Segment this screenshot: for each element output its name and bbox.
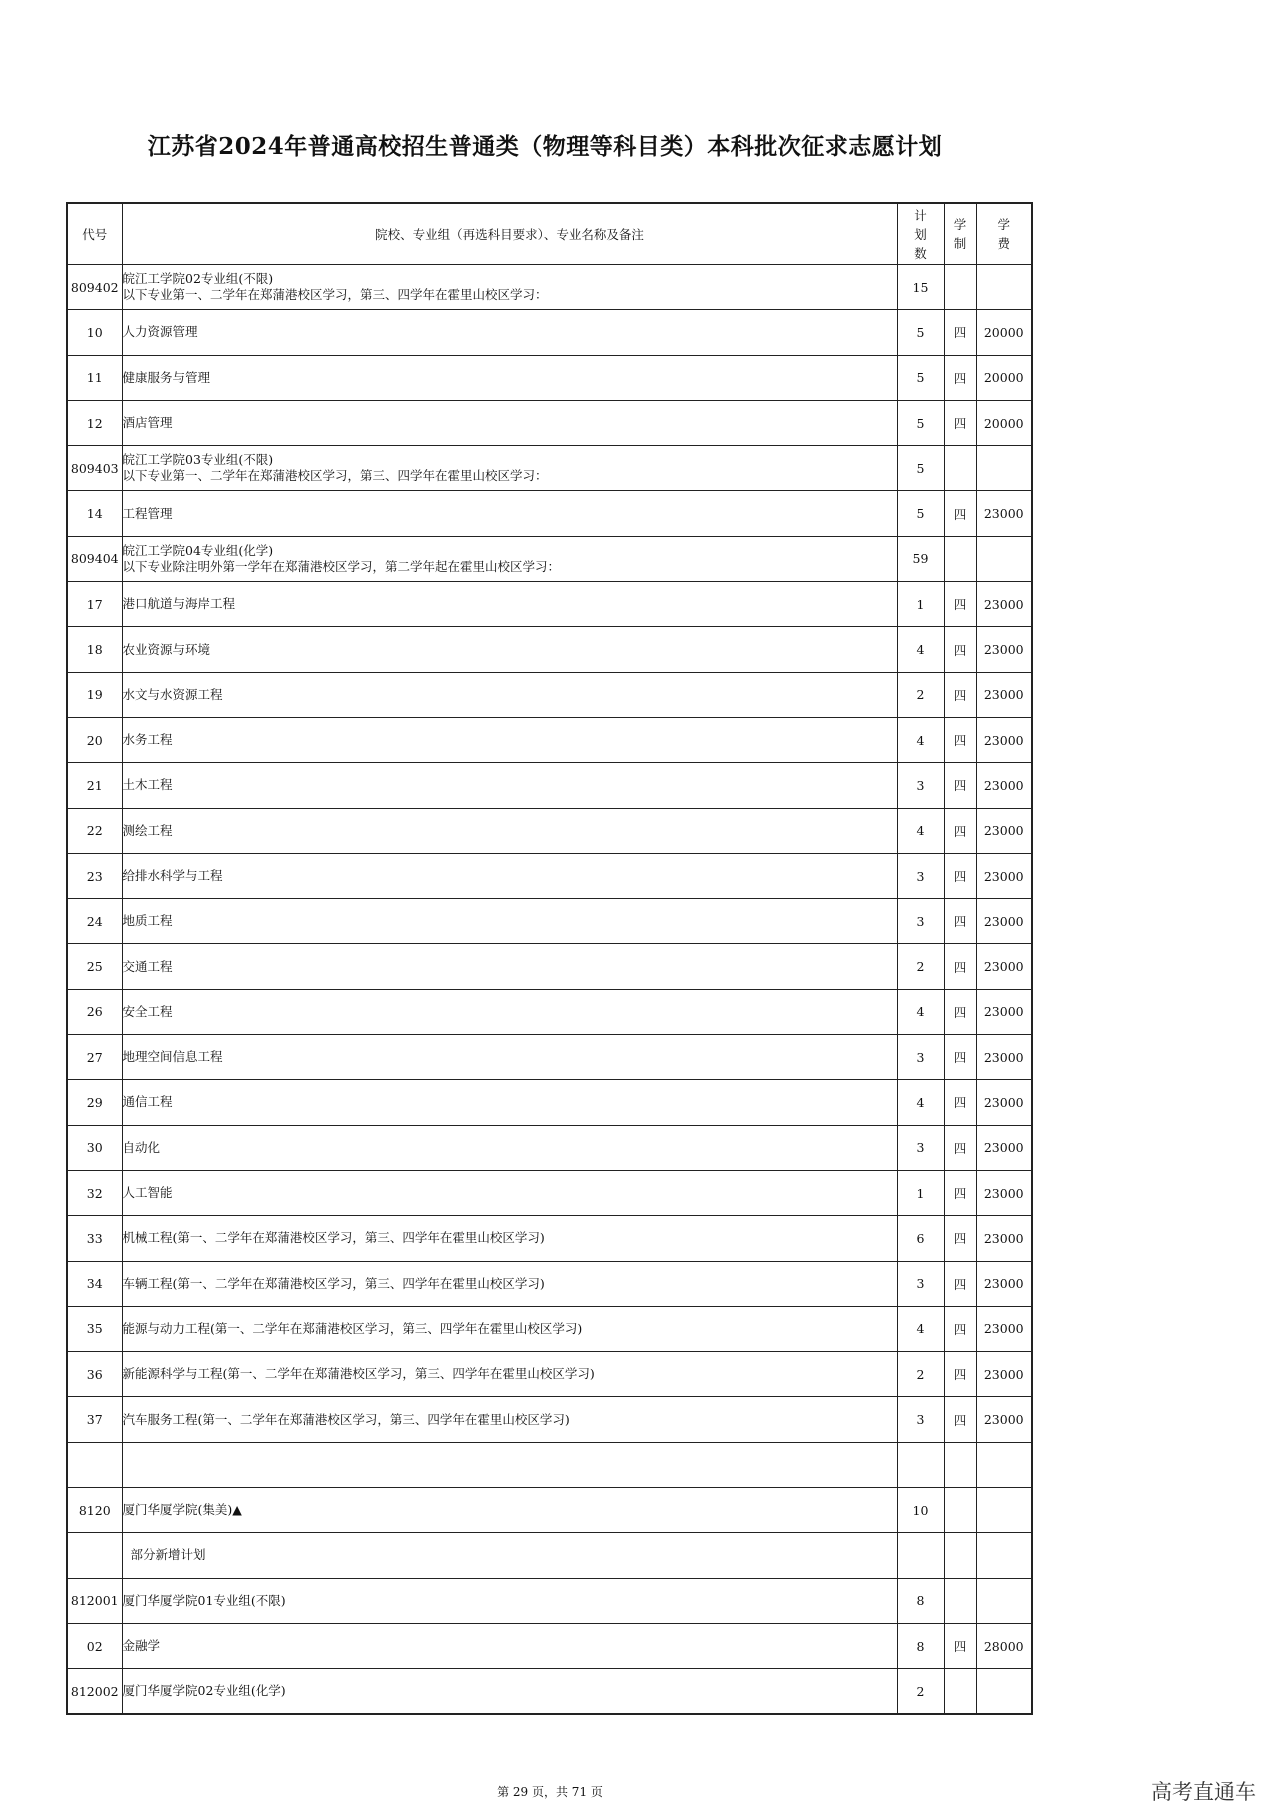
row-tuition-fee: 23000	[976, 582, 1032, 627]
row-name-text: 农业资源与环境	[122, 641, 211, 657]
row-name-text: 新能源科学与工程(第一、二学年在郑蒲港校区学习，第三、四学年在霍里山校区学习)	[122, 1366, 595, 1382]
row-plan-count: 59	[897, 536, 944, 581]
table-row	[67, 1442, 1032, 1487]
row-study-length: 四	[944, 672, 976, 717]
row-study-length	[944, 1669, 976, 1714]
table-row	[67, 1080, 1032, 1125]
row-name	[122, 355, 897, 400]
header-fee-char: 费	[997, 236, 1010, 251]
row-plan-count: 15	[897, 265, 944, 310]
table-row	[67, 1170, 1032, 1215]
row-tuition-fee: 23000	[976, 1397, 1032, 1442]
table-row	[67, 536, 1032, 581]
row-study-length	[944, 1488, 976, 1533]
row-name-text: 测绘工程	[122, 822, 173, 838]
row-name-text: 地质工程	[122, 913, 173, 929]
row-code: 02	[67, 1623, 122, 1668]
row-code: 24	[67, 899, 122, 944]
row-name-text: 工程管理	[122, 505, 173, 521]
row-name-text: 安全工程	[122, 1003, 173, 1019]
row-tuition-fee	[976, 1669, 1032, 1714]
row-plan-count	[897, 1442, 944, 1487]
row-name	[122, 265, 897, 310]
row-tuition-fee	[976, 1533, 1032, 1578]
row-study-length: 四	[944, 582, 976, 627]
row-plan-count: 4	[897, 808, 944, 853]
row-code: 21	[67, 763, 122, 808]
row-code: 29	[67, 1080, 122, 1125]
row-tuition-fee: 23000	[976, 808, 1032, 853]
row-plan-count: 2	[897, 1352, 944, 1397]
row-name	[122, 944, 897, 989]
row-name	[122, 627, 897, 672]
row-study-length: 四	[944, 310, 976, 355]
row-plan-count: 5	[897, 400, 944, 445]
table-row	[67, 1035, 1032, 1080]
row-study-length	[944, 1442, 976, 1487]
row-plan-count: 8	[897, 1578, 944, 1623]
row-code: 809404	[67, 536, 122, 581]
table-row	[67, 582, 1032, 627]
row-name	[122, 1623, 897, 1668]
row-study-length: 四	[944, 1216, 976, 1261]
row-code: 11	[67, 355, 122, 400]
row-study-length: 四	[944, 1170, 976, 1215]
row-plan-count: 3	[897, 1397, 944, 1442]
row-study-length: 四	[944, 1035, 976, 1080]
row-name	[122, 1533, 897, 1578]
row-name-text: 皖江工学院03专业组(不限)	[122, 452, 274, 468]
row-name-text: 机械工程(第一、二学年在郑蒲港校区学习，第三、四学年在霍里山校区学习)	[122, 1230, 545, 1246]
row-name	[122, 1578, 897, 1623]
table-row	[67, 400, 1032, 445]
row-code: 10	[67, 310, 122, 355]
row-plan-count: 2	[897, 1669, 944, 1714]
row-name	[122, 582, 897, 627]
row-name-text: 能源与动力工程(第一、二学年在郑蒲港校区学习，第三、四学年在霍里山校区学习)	[122, 1320, 583, 1336]
row-study-length: 四	[944, 1397, 976, 1442]
row-tuition-fee	[976, 1442, 1032, 1487]
row-study-length: 四	[944, 400, 976, 445]
row-study-length: 四	[944, 1352, 976, 1397]
row-plan-count: 5	[897, 446, 944, 491]
table-row	[67, 355, 1032, 400]
table-row	[67, 944, 1032, 989]
table-row	[67, 1306, 1032, 1351]
row-name	[122, 1352, 897, 1397]
row-code: 23	[67, 853, 122, 898]
row-name	[122, 1306, 897, 1351]
row-plan-count: 8	[897, 1623, 944, 1668]
row-study-length: 四	[944, 1306, 976, 1351]
row-name	[122, 1669, 897, 1714]
row-study-length: 四	[944, 1125, 976, 1170]
row-note-text: 以下专业第一、二学年在郑蒲港校区学习，第三、四学年在霍里山校区学习：	[122, 287, 548, 303]
row-tuition-fee: 23000	[976, 1306, 1032, 1351]
row-tuition-fee	[976, 1578, 1032, 1623]
table-row	[67, 1261, 1032, 1306]
row-plan-count: 1	[897, 1170, 944, 1215]
table-row	[67, 1488, 1032, 1533]
row-name-text: 厦门华厦学院01专业组(不限)	[122, 1592, 286, 1608]
table-row	[67, 717, 1032, 762]
row-tuition-fee: 23000	[976, 1035, 1032, 1080]
header-length-char: 制	[953, 236, 967, 251]
table-row	[67, 1216, 1032, 1261]
row-study-length: 四	[944, 1623, 976, 1668]
row-code: 32	[67, 1170, 122, 1215]
row-name-text: 皖江工学院02专业组(不限)	[122, 271, 274, 287]
row-name-text: 部分新增计划	[130, 1547, 206, 1563]
row-code: 809403	[67, 446, 122, 491]
row-study-length	[944, 265, 976, 310]
row-study-length: 四	[944, 853, 976, 898]
row-name-text: 车辆工程(第一、二学年在郑蒲港校区学习，第三、四学年在霍里山校区学习)	[122, 1275, 545, 1291]
row-name	[122, 899, 897, 944]
row-code: 33	[67, 1216, 122, 1261]
row-tuition-fee: 20000	[976, 400, 1032, 445]
table-row	[67, 627, 1032, 672]
row-plan-count: 10	[897, 1488, 944, 1533]
row-name-text: 水务工程	[122, 732, 173, 748]
row-study-length: 四	[944, 627, 976, 672]
row-name	[122, 1035, 897, 1080]
table-row	[67, 491, 1032, 536]
row-tuition-fee: 23000	[976, 1125, 1032, 1170]
table-row	[67, 763, 1032, 808]
header-count-char: 计	[914, 207, 927, 223]
row-name	[122, 1261, 897, 1306]
header-count-char: 数	[914, 245, 927, 261]
row-tuition-fee: 20000	[976, 355, 1032, 400]
row-name	[122, 672, 897, 717]
row-name	[122, 536, 897, 581]
row-study-length: 四	[944, 1080, 976, 1125]
row-plan-count: 2	[897, 944, 944, 989]
row-study-length: 四	[944, 989, 976, 1034]
row-study-length: 四	[944, 808, 976, 853]
row-tuition-fee: 23000	[976, 989, 1032, 1034]
row-code: 25	[67, 944, 122, 989]
row-name	[122, 1442, 897, 1487]
row-study-length: 四	[944, 717, 976, 762]
page-title: 江苏省2024年普通高校招生普通类（物理等科目类）本科批次征求志愿计划	[147, 133, 943, 160]
row-name	[122, 310, 897, 355]
table-row	[67, 808, 1032, 853]
row-name-text: 水文与水资源工程	[122, 686, 223, 702]
row-tuition-fee: 23000	[976, 491, 1032, 536]
row-name-text: 厦门华厦学院(集美)▲	[122, 1502, 242, 1518]
row-study-length: 四	[944, 899, 976, 944]
header-count	[897, 203, 944, 265]
page-footer: 第 29 页，共 71 页	[497, 1785, 603, 1799]
row-tuition-fee	[976, 536, 1032, 581]
table-header-row	[67, 203, 1032, 265]
row-code: 36	[67, 1352, 122, 1397]
row-tuition-fee: 23000	[976, 899, 1032, 944]
row-plan-count: 3	[897, 1125, 944, 1170]
row-plan-count	[897, 1533, 944, 1578]
row-code: 27	[67, 1035, 122, 1080]
row-code: 17	[67, 582, 122, 627]
row-name	[122, 717, 897, 762]
row-study-length	[944, 1578, 976, 1623]
row-name	[122, 400, 897, 445]
table-row	[67, 265, 1032, 310]
row-code: 812002	[67, 1669, 122, 1714]
table-row	[67, 899, 1032, 944]
row-name-text: 人工智能	[122, 1185, 173, 1201]
table-row	[67, 1533, 1032, 1578]
table-row	[67, 853, 1032, 898]
row-study-length	[944, 446, 976, 491]
row-name-text: 人力资源管理	[122, 324, 198, 340]
row-study-length	[944, 1533, 976, 1578]
table-row	[67, 1397, 1032, 1442]
row-code	[67, 1442, 122, 1487]
row-name	[122, 446, 897, 491]
table-row	[67, 989, 1032, 1034]
table-row	[67, 1125, 1032, 1170]
table-body	[67, 265, 1032, 1715]
row-code	[67, 1533, 122, 1578]
row-name	[122, 1080, 897, 1125]
row-plan-count: 3	[897, 853, 944, 898]
row-study-length: 四	[944, 763, 976, 808]
header-name: 院校、专业组（再选科目要求）、专业名称及备注	[122, 203, 897, 265]
row-tuition-fee: 23000	[976, 672, 1032, 717]
row-plan-count: 6	[897, 1216, 944, 1261]
enrollment-plan-table	[66, 202, 1033, 1715]
row-tuition-fee	[976, 446, 1032, 491]
row-code: 34	[67, 1261, 122, 1306]
row-name	[122, 1216, 897, 1261]
row-name-text: 自动化	[122, 1139, 161, 1155]
watermark: 高考直通车	[1151, 1780, 1256, 1804]
row-tuition-fee: 23000	[976, 763, 1032, 808]
row-code: 37	[67, 1397, 122, 1442]
row-plan-count: 4	[897, 989, 944, 1034]
table-row	[67, 310, 1032, 355]
table-row	[67, 1352, 1032, 1397]
row-name-text: 交通工程	[122, 958, 173, 974]
row-tuition-fee: 23000	[976, 1216, 1032, 1261]
row-name-text: 给排水科学与工程	[122, 868, 223, 883]
row-name	[122, 1488, 897, 1533]
row-name-text: 酒店管理	[122, 415, 173, 431]
header-count-char: 划	[914, 226, 927, 242]
row-plan-count: 5	[897, 355, 944, 400]
row-study-length: 四	[944, 1261, 976, 1306]
row-plan-count: 5	[897, 310, 944, 355]
row-code: 30	[67, 1125, 122, 1170]
row-tuition-fee: 23000	[976, 1080, 1032, 1125]
row-name	[122, 989, 897, 1034]
row-tuition-fee: 23000	[976, 1261, 1032, 1306]
row-name	[122, 763, 897, 808]
row-plan-count: 4	[897, 717, 944, 762]
row-code: 809402	[67, 265, 122, 310]
row-plan-count: 3	[897, 1035, 944, 1080]
row-plan-count: 4	[897, 1306, 944, 1351]
row-code: 8120	[67, 1488, 122, 1533]
table-row	[67, 1669, 1032, 1714]
row-name	[122, 1170, 897, 1215]
row-name	[122, 491, 897, 536]
row-code: 35	[67, 1306, 122, 1351]
row-note-text: 以下专业第一、二学年在郑蒲港校区学习，第三、四学年在霍里山校区学习：	[122, 468, 548, 484]
row-tuition-fee	[976, 1488, 1032, 1533]
row-tuition-fee: 23000	[976, 717, 1032, 762]
row-study-length: 四	[944, 355, 976, 400]
row-plan-count: 1	[897, 582, 944, 627]
row-plan-count: 5	[897, 491, 944, 536]
row-study-length	[944, 536, 976, 581]
header-length	[944, 203, 976, 265]
row-tuition-fee: 23000	[976, 1170, 1032, 1215]
row-tuition-fee: 28000	[976, 1623, 1032, 1668]
row-tuition-fee: 23000	[976, 944, 1032, 989]
row-name-text: 健康服务与管理	[122, 369, 211, 385]
row-tuition-fee	[976, 265, 1032, 310]
row-name-text: 汽车服务工程(第一、二学年在郑蒲港校区学习，第三、四学年在霍里山校区学习)	[122, 1411, 570, 1427]
row-plan-count: 4	[897, 1080, 944, 1125]
header-fee	[976, 203, 1032, 265]
table-row	[67, 1578, 1032, 1623]
row-name-text: 地理空间信息工程	[122, 1049, 223, 1065]
table-row	[67, 672, 1032, 717]
row-study-length: 四	[944, 491, 976, 536]
row-code: 14	[67, 491, 122, 536]
row-name-text: 土木工程	[122, 777, 173, 793]
row-code: 12	[67, 400, 122, 445]
row-name-text: 厦门华厦学院02专业组(化学)	[122, 1683, 286, 1699]
table-row	[67, 446, 1032, 491]
row-name	[122, 1125, 897, 1170]
row-name	[122, 808, 897, 853]
row-code: 26	[67, 989, 122, 1034]
row-name-text: 港口航道与海岸工程	[122, 596, 236, 612]
row-plan-count: 2	[897, 672, 944, 717]
row-plan-count: 3	[897, 899, 944, 944]
table-row	[67, 1623, 1032, 1668]
row-name	[122, 853, 897, 898]
row-name-text: 通信工程	[122, 1094, 173, 1110]
row-code: 19	[67, 672, 122, 717]
row-tuition-fee: 23000	[976, 1352, 1032, 1397]
row-name	[122, 1397, 897, 1442]
header-length-char: 学	[953, 217, 967, 232]
row-code: 20	[67, 717, 122, 762]
header-fee-char: 学	[997, 217, 1010, 232]
row-study-length: 四	[944, 944, 976, 989]
row-name-text: 皖江工学院04专业组(化学)	[122, 542, 274, 558]
row-plan-count: 3	[897, 1261, 944, 1306]
row-plan-count: 4	[897, 627, 944, 672]
row-code: 22	[67, 808, 122, 853]
row-note-text: 以下专业除注明外第一学年在郑蒲港校区学习，第二学年起在霍里山校区学习：	[122, 558, 561, 574]
row-tuition-fee: 23000	[976, 853, 1032, 898]
header-code: 代号	[67, 203, 122, 265]
row-code: 18	[67, 627, 122, 672]
row-tuition-fee: 20000	[976, 310, 1032, 355]
row-code: 812001	[67, 1578, 122, 1623]
row-name-text: 金融学	[122, 1638, 161, 1654]
row-plan-count: 3	[897, 763, 944, 808]
row-tuition-fee: 23000	[976, 627, 1032, 672]
